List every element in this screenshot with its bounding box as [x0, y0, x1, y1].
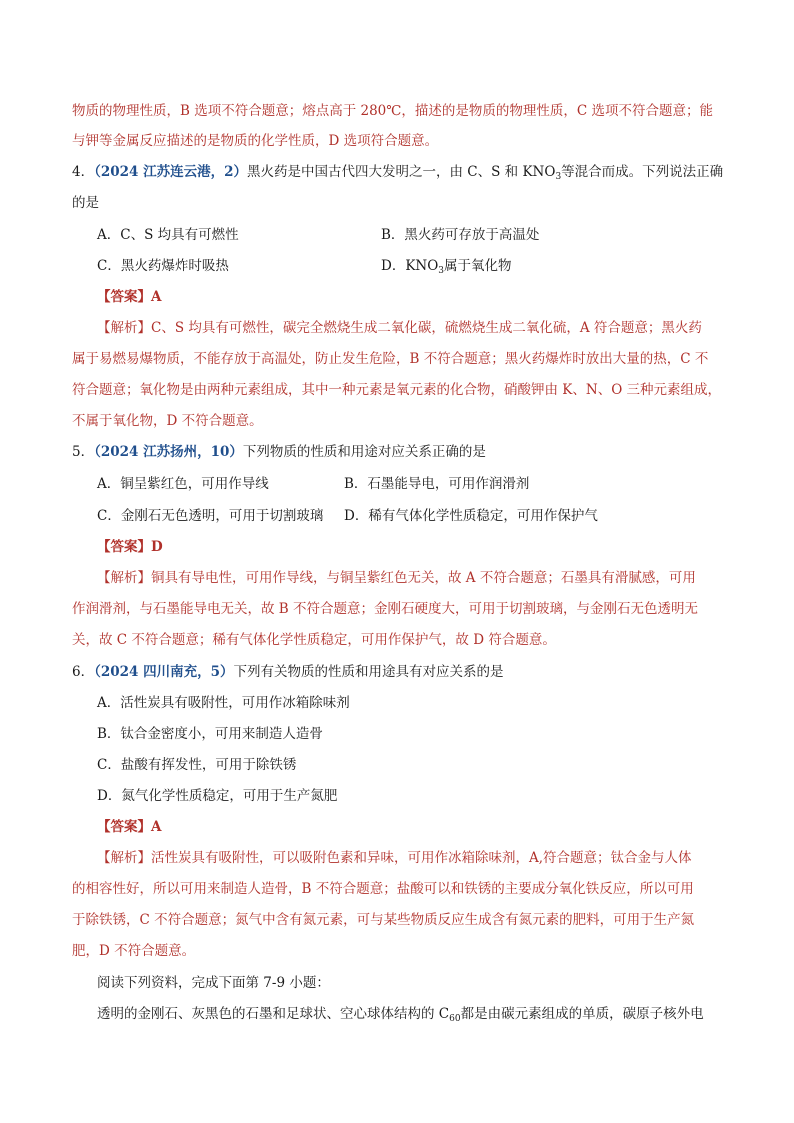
question-text: 黑火药是中国古代四大发明之一，由 C、S 和 KNO [247, 164, 556, 180]
question-number: 5． [72, 444, 95, 460]
option-b: B．石墨能导电，可用作润滑剂 [344, 476, 530, 492]
passage-text-cont: 都是由碳元素组成的单质，碳原子核外电 [460, 1006, 704, 1022]
option-a: A．C、S 均具有可燃性 [97, 227, 239, 243]
analysis-line-3: 符合题意；氧化物是由两种元素组成，其中一种元素是氧元素的化合物，硝酸钾由 K、N、O 三种元素组成， [72, 382, 722, 398]
question-6-stem [72, 662, 504, 682]
question-4-stem [72, 162, 723, 182]
analysis-line-4: 不属于氧化物，D 不符合题意。 [72, 413, 263, 429]
option-d-text: D．KNO [381, 258, 439, 274]
question-text: 下列有关物质的性质和用途具有对应关系的是 [233, 664, 504, 680]
prev-analysis-line-2: 与钾等金属反应描述的是物质的化学性质，D 选项符合题意。 [72, 133, 439, 149]
reading-intro: 阅读下列资料，完成下面第 7-9 小题： [97, 975, 330, 991]
subscript: 60 [449, 1014, 461, 1024]
analysis-line-1: 【解析】C、S 均具有可燃性，碳完全燃烧生成二氧化碳，硫燃烧生成二氧化硫，A 符合题意；黑火药 [97, 320, 702, 336]
analysis-line-2: 作润滑剂，与石墨能导电无关，故 B 不符合题意；金刚石硬度大，可用于切割玻璃，与金刚石无色透明无 [72, 601, 699, 617]
option-c: C．盐酸有挥发性，可用于除铁锈 [97, 757, 297, 773]
answer-label: 【答案】A [97, 819, 162, 835]
option-b: B．钛合金密度小，可用来制造人造骨 [97, 726, 323, 742]
question-number: 6． [72, 664, 95, 680]
analysis-line-2: 的相容性好，所以可用来制造人造骨，B 不符合题意；盐酸可以和铁锈的主要成分氧化铁反应，所以可用 [72, 881, 694, 897]
option-a: A．活性炭具有吸附性，可用作冰箱除味剂 [97, 695, 350, 711]
option-c: C．金刚石无色透明，可用于切割玻璃 [97, 508, 324, 524]
option-d: D．稀有气体化学性质稳定，可用作保护气 [344, 508, 598, 524]
question-source: （2024 四川南充，5） [94, 664, 234, 680]
analysis-line-4: 肥，D 不符合题意。 [72, 943, 196, 959]
option-d: D．氮气化学性质稳定，可用于生产氮肥 [97, 788, 338, 804]
analysis-line-3: 关，故 C 不符合题意；稀有气体化学性质稳定，可用作保护气，故 D 符合题意。 [72, 632, 556, 648]
option-b: B．黑火药可存放于高温处 [381, 227, 540, 243]
reading-passage [97, 1004, 704, 1024]
prev-analysis-line-1: 物质的物理性质，B 选项不符合题意；熔点高于 280℃，描述的是物质的物理性质，C 选项不符合题意；能 [72, 103, 713, 119]
subscript: 3 [438, 266, 445, 276]
question-source: （2024 江苏扬州，10） [94, 444, 243, 460]
analysis-line-1: 【解析】活性炭具有吸附性，可以吸附色素和异味，可用作冰箱除味剂，A,符合题意；钛合金与人体 [97, 850, 692, 866]
question-5-stem [72, 442, 486, 462]
question-text: 下列物质的性质和用途对应关系正确的是 [242, 444, 486, 460]
question-source: （2024 江苏连云港，2） [94, 164, 248, 180]
option-a: A．铜呈紫红色，可用作导线 [97, 476, 269, 492]
analysis-line-3: 于除铁锈，C 不符合题意；氮气中含有氮元素，可与某些物质反应生成含有氮元素的肥料，可用于生产氮 [72, 912, 695, 928]
option-d [381, 256, 512, 276]
answer-label: 【答案】A [97, 289, 162, 305]
passage-text: 透明的金刚石、灰黑色的石墨和足球状、空心球体结构的 C [97, 1006, 450, 1022]
answer-label: 【答案】D [97, 539, 163, 555]
question-number: 4． [72, 164, 95, 180]
subscript: 3 [555, 172, 562, 182]
option-d-text-cont: 属于氧化物 [444, 258, 512, 274]
question-4-stem-line-2: 的是 [72, 195, 99, 211]
question-text-cont: 等混合而成。下列说法正确 [561, 164, 724, 180]
analysis-line-2: 属于易燃易爆物质，不能存放于高温处，防止发生危险，B 不符合题意；黑火药爆炸时放出大量的热，C 不 [72, 351, 709, 367]
option-c: C．黑火药爆炸时吸热 [97, 258, 229, 274]
analysis-line-1: 【解析】铜具有导电性，可用作导线，与铜呈紫红色无关，故 A 不符合题意；石墨具有滑腻感，可用 [97, 570, 696, 586]
